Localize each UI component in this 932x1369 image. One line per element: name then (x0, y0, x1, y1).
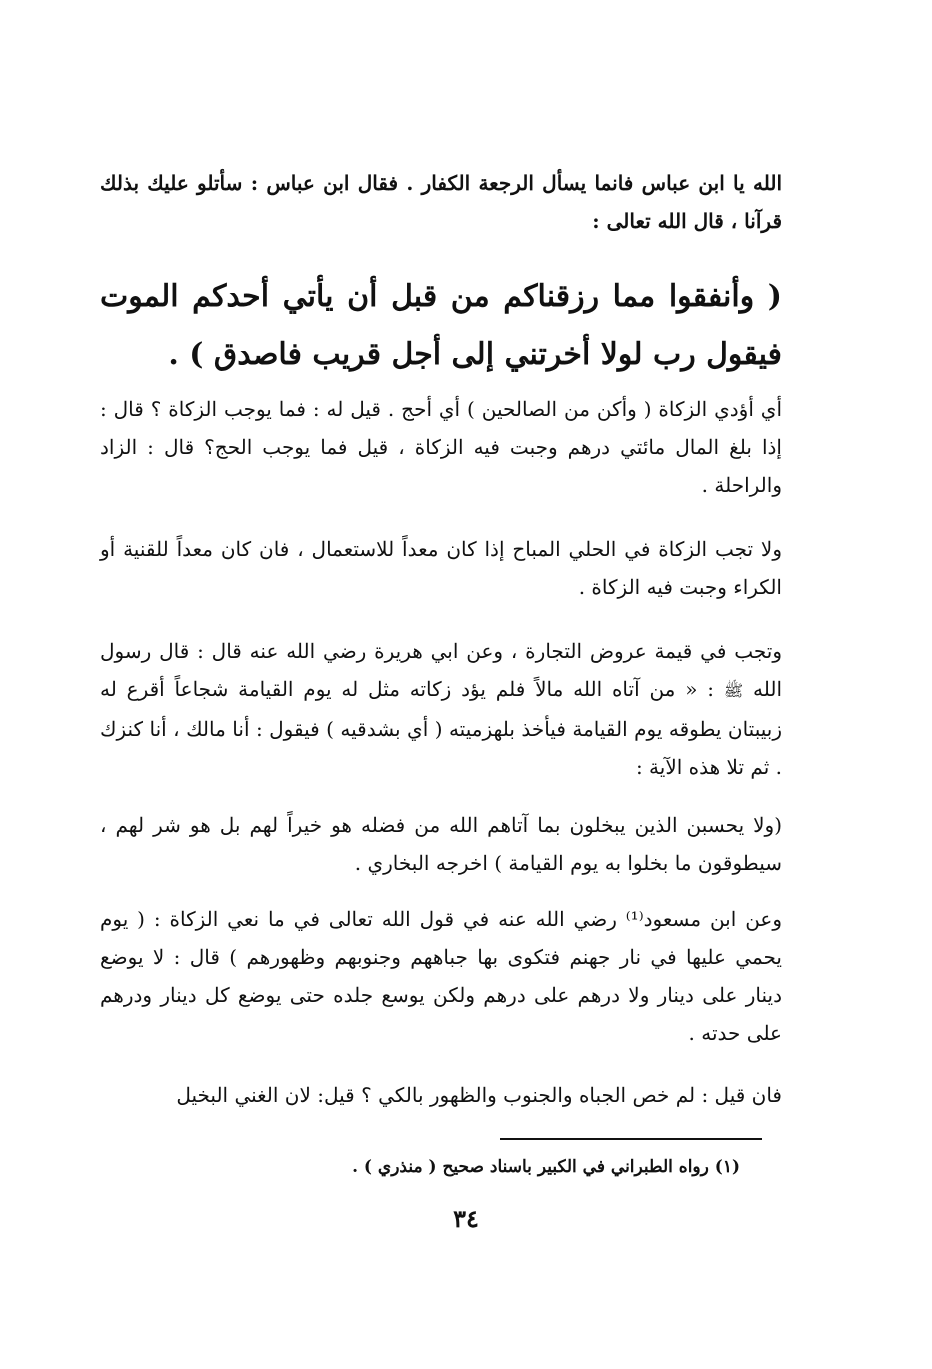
intro-paragraph (100, 164, 782, 240)
question-paragraph (100, 1076, 782, 1114)
trade-text (100, 632, 782, 786)
ibn-masud-text: وعن ابن مسعود⁽¹⁾ رضي الله عنه في قول الله تعالى في ما نعي الزكاة : ( يوم يحمي عليها في نار جهنم فتكوى بها جباههم وجنوبهم وظهورهم ) قال : لا يوضع دينار على دينار ولا درهم على درهم ولكن يوسع جلده حتى يوضع كل دينار ودرهم على حدته . (100, 907, 783, 1045)
page-number: ٣٤ (453, 1204, 479, 1233)
ibn-masud-paragraph (100, 900, 782, 1052)
explanation-text: أي أؤدي الزكاة ( وأكن من الصالحين ) أي أحج . قيل له : فما يوجب الزكاة ؟ قال : إذا بلغ المال مائتي درهم وجبت فيه الزكاة ، قيل فما يوجب الحج؟ قال : الزاد والراحلة . (100, 397, 782, 497)
pbuh-glyph: ﷺ (723, 681, 744, 700)
trade-paragraph (100, 632, 782, 786)
explanation-paragraph (100, 390, 782, 504)
intro-text: الله يا ابن عباس فانما يسأل الرجعة الكفار . فقال ابن عباس : سأتلو عليك بذلك قرآنا ، قال الله تعالى : (100, 171, 782, 233)
verse-text: ( وأنفقوا مما رزقناكم من قبل أن يأتي أحدكم الموت فيقول رب لولا أخرتني إلى أجل قريب فاصدق ) . (100, 279, 782, 372)
jewelry-paragraph (100, 530, 782, 606)
jewelry-text: ولا تجب الزكاة في الحلي المباح إذا كان معداً للاستعمال ، فان كان معداً للقنية أو الكراء وجبت فيه الزكاة . (100, 537, 782, 599)
quran-quote-text: (ولا يحسبن الذين يبخلون بما آتاهم الله من فضله هو خيراً لهم بل هو شر لهم ، سيطوقون ما بخلوا به يوم القيامة ) اخرجه البخاري . (100, 813, 782, 875)
trade-text-part2: : « من آتاه الله مالاً فلم يؤد زكاته مثل له يوم القيامة شجاعاً أقرع له زبيبتان يطوقه يوم القيامة فيأخذ بلهزميته ( أي بشدقيه ) فيقول : أنا مالك ، أنا كنزك . ثم تلا هذه الآية : (100, 677, 782, 779)
quran-verse (100, 268, 782, 384)
trade-text-part1: وتجب في قيمة عروض التجارة ، وعن ابي هريرة رضي الله عنه قال : قال رسول الله (100, 639, 782, 701)
footnote-divider (500, 1138, 762, 1140)
footnote: (١) رواه الطبراني في الكبير باسناد صحيح ( منذري ) . (352, 1157, 740, 1177)
question-text: فان قيل : لم خص الجباه والجنوب والظهور بالكي ؟ قيل: لان الغني البخيل (176, 1083, 782, 1107)
quran-quote-paragraph (100, 806, 782, 882)
